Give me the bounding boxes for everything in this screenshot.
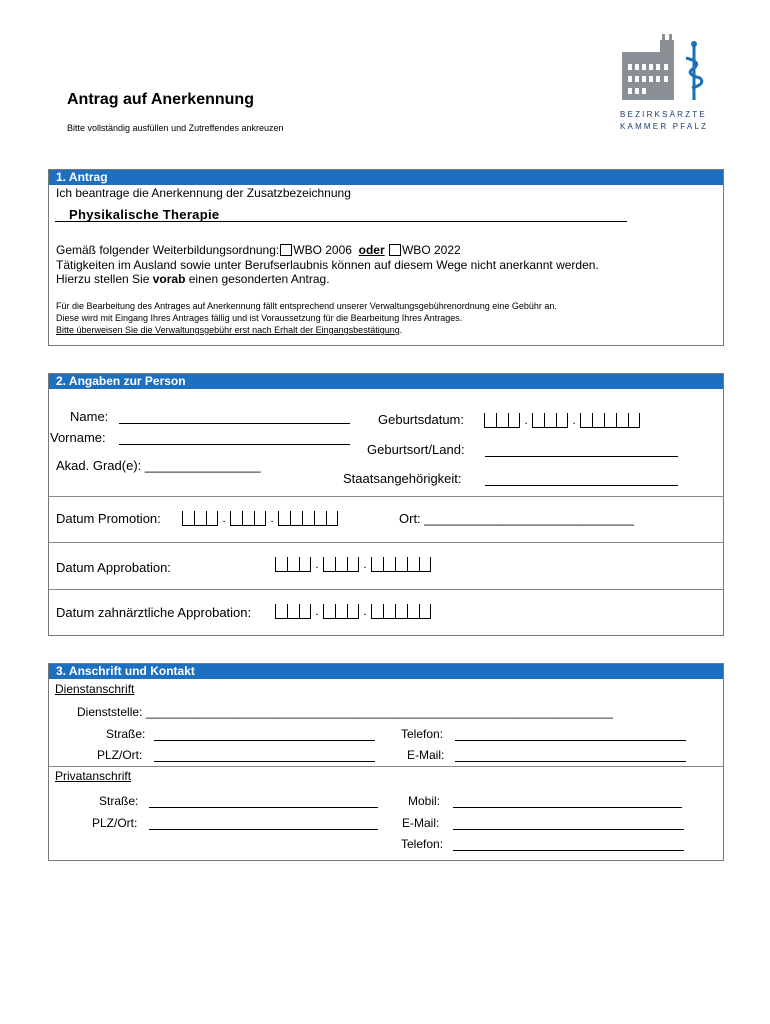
- vorname-label: Vorname:: [50, 430, 106, 445]
- vorname-field[interactable]: [119, 444, 350, 445]
- staatsangehoerigkeit-field[interactable]: [485, 485, 678, 486]
- section-kontakt: [48, 663, 724, 861]
- date-separator: .: [315, 604, 319, 618]
- intro-text: Ich beantrage die Anerkennung der Zusatzbezeichnung: [56, 186, 351, 200]
- date-separator: .: [363, 604, 367, 618]
- dienstanschrift-heading: Dienstanschrift: [55, 682, 135, 696]
- privat-mobil-field[interactable]: [453, 807, 682, 808]
- dienst-telefon-field[interactable]: [455, 740, 686, 741]
- section-person: [48, 373, 724, 636]
- wbo-row: [56, 243, 461, 257]
- privat-mobil-label: Mobil:: [408, 794, 441, 808]
- dienst-email-label: E-Mail:: [407, 748, 445, 762]
- wbo-2022-label: WBO 2022: [401, 243, 461, 257]
- dienst-strasse-field[interactable]: [154, 740, 375, 741]
- logo-text-line1: BEZIRKSÄRZTE: [620, 110, 707, 119]
- privat-strasse-label: Straße:: [99, 794, 139, 808]
- staff-of-asclepius-icon: [686, 41, 702, 100]
- geburtsort-label: Geburtsort/Land:: [367, 442, 465, 457]
- page-subtitle: Bitte vollständig ausfüllen und Zutreffendes ankreuzen: [67, 123, 284, 133]
- staatsangehoerigkeit-label: Staatsangehörigkeit:: [343, 471, 462, 486]
- name-field[interactable]: [119, 423, 350, 424]
- geburtsdatum-label: Geburtsdatum:: [378, 412, 464, 427]
- wbo-prefix: Gemäß folgender Weiterbildungsordnung:: [56, 243, 280, 257]
- privat-email-label: E-Mail:: [402, 816, 440, 830]
- separate-note: [56, 272, 330, 286]
- privat-plz-label: PLZ/Ort:: [92, 816, 138, 830]
- geburtsort-field[interactable]: [485, 456, 678, 457]
- separate-note-pre: Hierzu stellen Sie: [56, 272, 150, 286]
- section-antrag: [48, 169, 724, 346]
- date-separator: .: [572, 413, 576, 427]
- logo-building-icon: [620, 34, 710, 102]
- designation-value: Physikalische Therapie: [69, 207, 220, 222]
- dienststelle-field[interactable]: Dienststelle: ______________________________________________________________________: [77, 705, 613, 719]
- date-separator: .: [524, 413, 528, 427]
- fee-line3: [56, 325, 402, 335]
- privat-telefon-label: Telefon:: [401, 837, 444, 851]
- privat-email-field[interactable]: [453, 829, 684, 830]
- zahn-approbation-date-cells[interactable]: [275, 604, 431, 619]
- wbo-2022-checkbox[interactable]: [389, 244, 401, 256]
- date-separator: .: [270, 511, 274, 525]
- section-heading: 2. Angaben zur Person: [49, 374, 723, 389]
- fee-line2: Diese wird mit Eingang Ihres Antrages fällig und ist Voraussetzung für die Bearbeitung Ihres Antrages.: [56, 313, 463, 323]
- approbation-date-cells[interactable]: [275, 557, 431, 572]
- wbo-or: oder: [358, 243, 385, 257]
- separate-note-bold: vorab: [152, 272, 186, 286]
- wbo-2006-checkbox[interactable]: [280, 244, 292, 256]
- promotion-label: Datum Promotion:: [56, 511, 161, 526]
- privat-telefon-field[interactable]: [453, 850, 684, 851]
- dienst-strasse-label: Straße:: [106, 727, 146, 741]
- separate-note-post: einen gesonderten Antrag.: [188, 272, 330, 286]
- privat-plz-field[interactable]: [149, 829, 378, 830]
- abroad-note: Tätigkeiten im Ausland sowie unter Berufserlaubnis können auf diesem Wege nicht anerkannt werden.: [56, 258, 599, 272]
- name-label: Name:: [70, 409, 109, 424]
- section-heading: 3. Anschrift und Kontakt: [49, 664, 723, 679]
- dienst-plz-field[interactable]: [154, 761, 375, 762]
- dienst-email-field[interactable]: [455, 761, 686, 762]
- date-separator: .: [363, 557, 367, 571]
- fee-line3-end: .: [399, 325, 403, 335]
- fee-line3-text: Bitte überweisen Sie die Verwaltungsgebühr erst nach Erhalt der Eingangsbestätigung: [56, 325, 400, 335]
- privatanschrift-heading: Privatanschrift: [55, 769, 132, 783]
- fee-line1: Für die Bearbeitung des Antrages auf Anerkennung fällt entsprechend unserer Verwaltungsgebührenordnung eine Gebühr an.: [56, 301, 557, 311]
- akad-field[interactable]: Akad. Grad(e): ________________: [56, 458, 261, 473]
- wbo-2006-label: WBO 2006: [293, 243, 352, 257]
- date-separator: .: [222, 511, 226, 525]
- dienst-telefon-label: Telefon:: [401, 727, 444, 741]
- promotion-ort-field[interactable]: Ort: _____________________________: [399, 511, 634, 526]
- dienst-plz-label: PLZ/Ort:: [97, 748, 143, 762]
- privat-strasse-field[interactable]: [149, 807, 378, 808]
- zahn-approbation-label: Datum zahnärztliche Approbation:: [56, 605, 252, 620]
- page-title: Antrag auf Anerkennung: [67, 91, 254, 108]
- designation-line: [55, 221, 627, 222]
- geburtsdatum-cells[interactable]: [484, 413, 640, 428]
- promotion-date-cells[interactable]: [182, 511, 338, 526]
- approbation-label: Datum Approbation:: [56, 560, 171, 575]
- logo-text-line2: KAMMER PFALZ: [620, 122, 709, 131]
- date-separator: .: [315, 557, 319, 571]
- section-heading: 1. Antrag: [49, 170, 723, 185]
